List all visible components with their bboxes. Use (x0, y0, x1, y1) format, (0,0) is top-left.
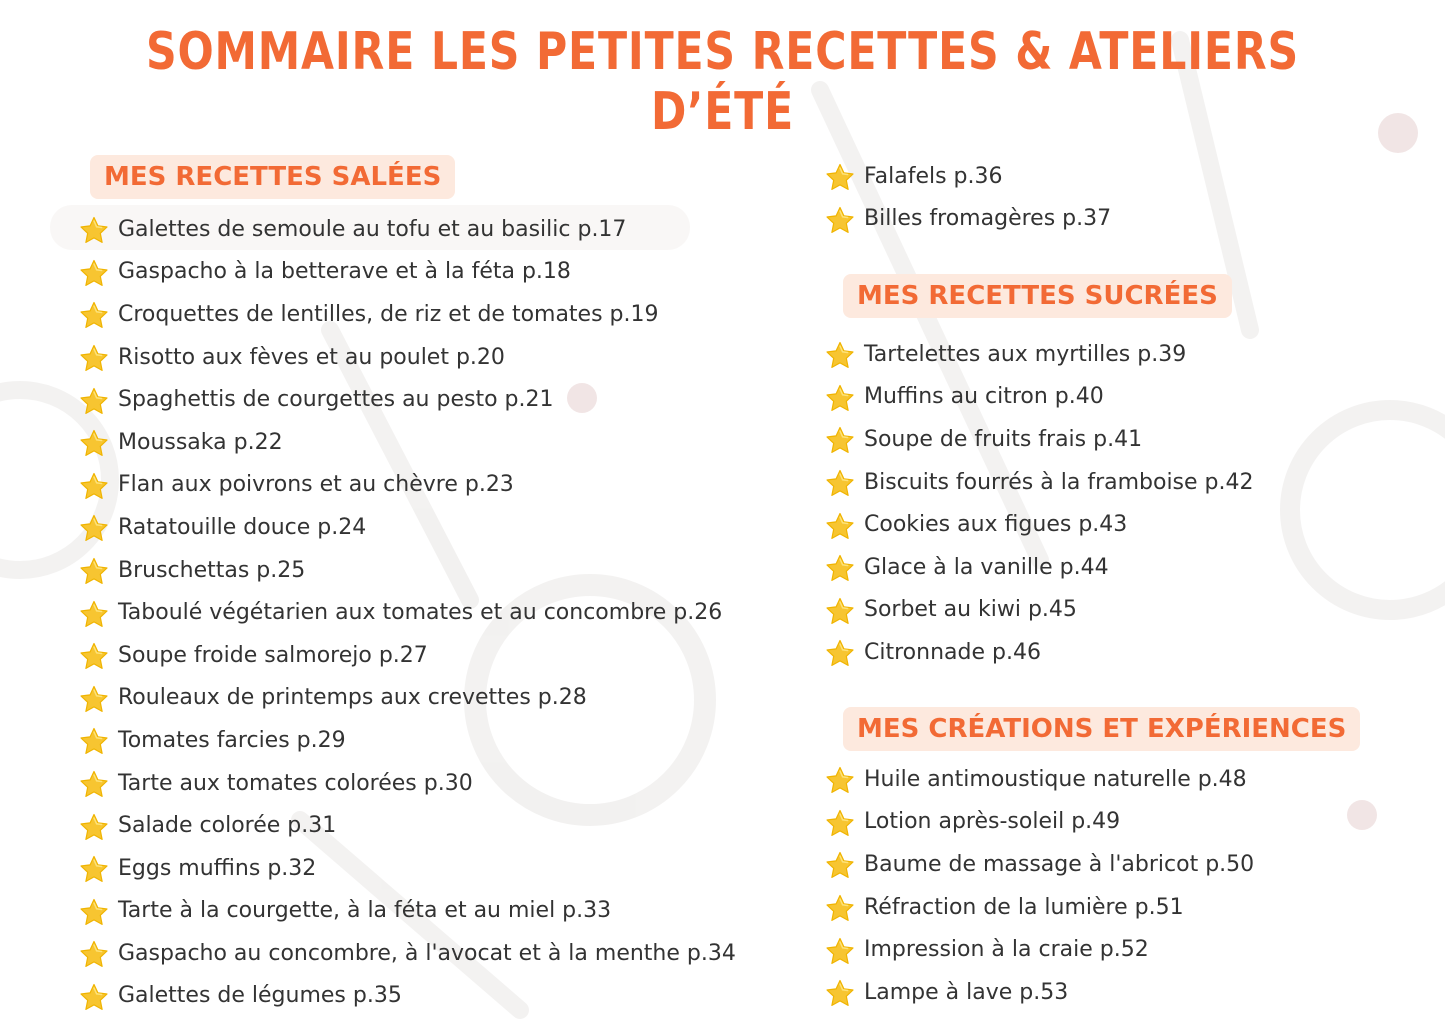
list-item (78, 932, 736, 975)
list-item-label: Sorbet au kiwi p.45 (864, 597, 1077, 623)
list-item (824, 589, 1254, 632)
star-icon (78, 343, 110, 375)
star-icon (824, 893, 856, 925)
list-item (78, 591, 736, 634)
list-item-label: Salade colorée p.31 (118, 813, 337, 839)
star-icon (78, 812, 110, 844)
list-item (824, 801, 1254, 844)
list-item (78, 336, 736, 379)
list-item-label: Eggs muffins p.32 (118, 855, 317, 881)
list-item (78, 421, 736, 464)
list-item-label: Biscuits fourrés à la framboise p.42 (864, 469, 1254, 495)
star-icon (78, 300, 110, 332)
star-icon (78, 854, 110, 886)
list-item (824, 155, 1111, 198)
star-icon (78, 513, 110, 545)
list-item (78, 464, 736, 507)
list-item-label: Impression à la craie p.52 (864, 937, 1149, 963)
star-icon (78, 258, 110, 290)
list-item (824, 503, 1254, 546)
star-icon (78, 726, 110, 758)
list-item (824, 376, 1254, 419)
star-icon (78, 982, 110, 1014)
list-item (824, 758, 1254, 801)
list-item (78, 251, 736, 294)
list-recettes-salees-suite (824, 155, 1111, 240)
star-icon (824, 553, 856, 585)
list-item (824, 631, 1254, 674)
list-item (78, 975, 736, 1018)
star-icon (78, 556, 110, 588)
list-item (78, 719, 736, 762)
list-item-label: Baume de massage à l'abricot p.50 (864, 851, 1255, 877)
star-icon (824, 808, 856, 840)
list-item-label: Soupe froide salmorejo p.27 (118, 642, 428, 668)
list-item (78, 804, 736, 847)
list-item-label: Huile antimoustique naturelle p.48 (864, 766, 1247, 792)
list-creations-experiences (824, 758, 1254, 1014)
star-icon (78, 599, 110, 631)
star-icon (78, 939, 110, 971)
list-item-label: Gaspacho à la betterave et à la féta p.18 (118, 259, 571, 285)
list-item (78, 549, 736, 592)
list-item (824, 333, 1254, 376)
star-icon (824, 511, 856, 543)
section-heading-creations: MES CRÉATIONS ET EXPÉRIENCES (843, 707, 1360, 751)
list-item (78, 293, 736, 336)
section-heading-salees: MES RECETTES SALÉES (90, 155, 455, 199)
star-icon (78, 769, 110, 801)
star-icon (78, 471, 110, 503)
list-recettes-salees (78, 208, 736, 1017)
list-item-label: Tartelettes aux myrtilles p.39 (864, 341, 1187, 367)
star-icon (824, 340, 856, 372)
star-icon (78, 641, 110, 673)
list-item (78, 847, 736, 890)
list-item-label: Réfraction de la lumière p.51 (864, 894, 1184, 920)
star-icon (824, 978, 856, 1010)
star-icon (824, 162, 856, 194)
list-item-label: Tarte à la courgette, à la féta et au miel p.33 (118, 898, 612, 924)
list-item-label: Lampe à lave p.53 (864, 979, 1069, 1005)
star-icon (78, 428, 110, 460)
list-item (824, 971, 1254, 1014)
star-icon (78, 386, 110, 418)
list-item-label: Galettes de légumes p.35 (118, 983, 402, 1009)
list-item-label: Galettes de semoule au tofu et au basilic p.17 (118, 216, 627, 242)
list-item (78, 208, 736, 251)
list-item-label: Tarte aux tomates colorées p.30 (118, 770, 473, 796)
list-item-label: Bruschettas p.25 (118, 557, 306, 583)
section-heading-sucrees: MES RECETTES SUCRÉES (843, 274, 1232, 318)
list-item (78, 890, 736, 933)
star-icon (824, 765, 856, 797)
list-item (78, 378, 736, 421)
list-item (824, 546, 1254, 589)
star-icon (824, 205, 856, 237)
list-item (824, 418, 1254, 461)
list-item (78, 506, 736, 549)
list-item-label: Soupe de fruits frais p.41 (864, 426, 1143, 452)
star-icon (78, 215, 110, 247)
list-item-label: Cookies aux figues p.43 (864, 512, 1128, 538)
list-item (78, 762, 736, 805)
list-item-label: Gaspacho au concombre, à l'avocat et à la menthe p.34 (118, 940, 736, 966)
list-item (824, 461, 1254, 504)
list-item-label: Muffins au citron p.40 (864, 384, 1104, 410)
star-icon (824, 596, 856, 628)
list-recettes-sucrees (824, 333, 1254, 674)
list-item-label: Lotion après-soleil p.49 (864, 809, 1121, 835)
list-item (824, 928, 1254, 971)
list-item-label: Tomates farcies p.29 (118, 727, 346, 753)
list-item (824, 843, 1254, 886)
star-icon (824, 383, 856, 415)
star-icon (824, 638, 856, 670)
list-item (78, 677, 736, 720)
star-icon (824, 936, 856, 968)
list-item-label: Taboulé végétarien aux tomates et au concombre p.26 (118, 600, 723, 626)
list-item-label: Spaghettis de courgettes au pesto p.21 (118, 387, 554, 413)
star-icon (78, 684, 110, 716)
list-item-label: Croquettes de lentilles, de riz et de tomates p.19 (118, 301, 659, 327)
page-title: SOMMAIRE LES PETITES RECETTES & ATELIERS D’ÉTÉ (145, 22, 1300, 142)
list-item (824, 198, 1111, 241)
star-icon (824, 850, 856, 882)
list-item-label: Ratatouille douce p.24 (118, 514, 367, 540)
list-item-label: Glace à la vanille p.44 (864, 554, 1109, 580)
star-icon (824, 468, 856, 500)
list-item-label: Billes fromagères p.37 (864, 206, 1112, 232)
list-item-label: Rouleaux de printemps aux crevettes p.28 (118, 685, 587, 711)
star-icon (78, 897, 110, 929)
list-item (824, 886, 1254, 929)
list-item-label: Flan aux poivrons et au chèvre p.23 (118, 472, 514, 498)
list-item-label: Falafels p.36 (864, 163, 1003, 189)
list-item (78, 634, 736, 677)
list-item-label: Citronnade p.46 (864, 639, 1041, 665)
list-item-label: Risotto aux fèves et au poulet p.20 (118, 344, 505, 370)
list-item-label: Moussaka p.22 (118, 429, 283, 455)
star-icon (824, 425, 856, 457)
